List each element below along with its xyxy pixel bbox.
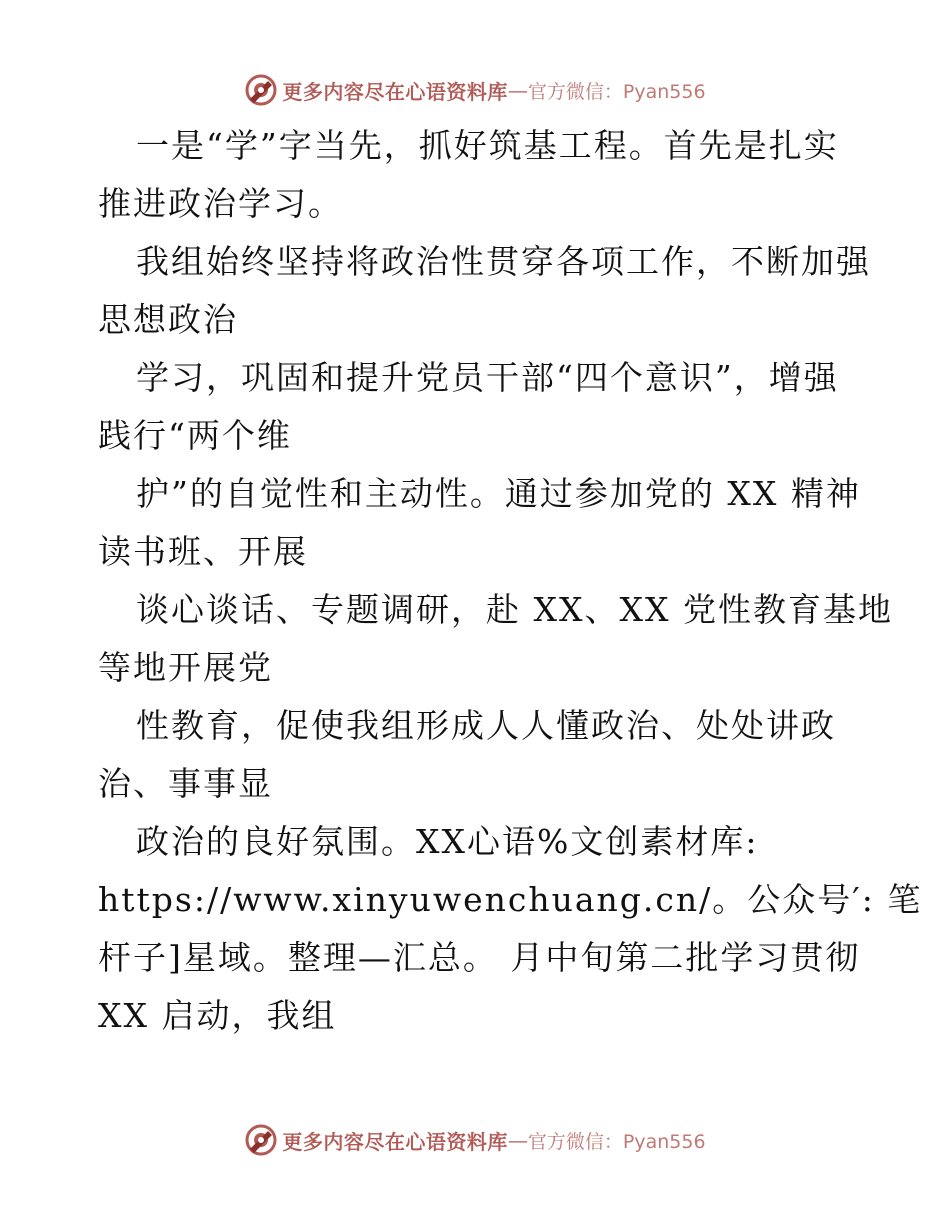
header-brand-text: 更多内容尽在心语资料库 — [282, 79, 508, 104]
header-separator: — — [507, 78, 528, 102]
footer-brand-text: 更多内容尽在心语资料库 — [282, 1129, 508, 1154]
text-line: 思想政治 — [98, 300, 238, 339]
footer-watermark — [0, 1120, 950, 1160]
text-line: 践行“两个维 — [98, 416, 292, 455]
text-line: 学习，巩固和提升党员干部“四个意识”，增强 — [136, 358, 839, 397]
footer-contact-text: 官方微信：Pyan556 — [527, 1130, 706, 1153]
text-line: 政治的良好氛围。XX心语%文创素材库: — [136, 822, 759, 861]
text-line: https://www.xinyuwenchuang.cn/。公众号′: 笔 — [98, 880, 923, 919]
text-line: 治、事事显 — [98, 764, 273, 803]
text-line: 等地开展党 — [98, 648, 273, 687]
footer-separator: — — [507, 1128, 528, 1152]
text-line: 谈心谈话、专题调研，赴 XX、XX 党性教育基地 — [136, 590, 893, 629]
text-line: 一是“学”字当先，抓好筑基工程。首先是扎实 — [136, 126, 839, 165]
text-line: 推进政治学习。 — [98, 184, 343, 223]
text-line: 读书班、开展 — [98, 532, 308, 571]
text-line: 性教育，促使我组形成人人懂政治、处处讲政 — [136, 706, 836, 745]
document-body — [98, 117, 923, 1045]
header-watermark — [0, 70, 950, 110]
text-line: 护”的自觉性和主动性。通过参加党的 XX 精神 — [136, 474, 861, 513]
text-line: 杆子]星域。整理—汇总。 月中旬第二批学习贯彻 — [98, 938, 861, 977]
brand-logo-icon — [244, 1123, 278, 1157]
brand-logo-icon — [244, 73, 278, 107]
text-line: XX 启动，我组 — [98, 996, 337, 1035]
header-contact-text: 官方微信：Pyan556 — [527, 80, 706, 103]
text-line: 我组始终坚持将政治性贯穿各项工作，不断加强 — [136, 242, 871, 281]
